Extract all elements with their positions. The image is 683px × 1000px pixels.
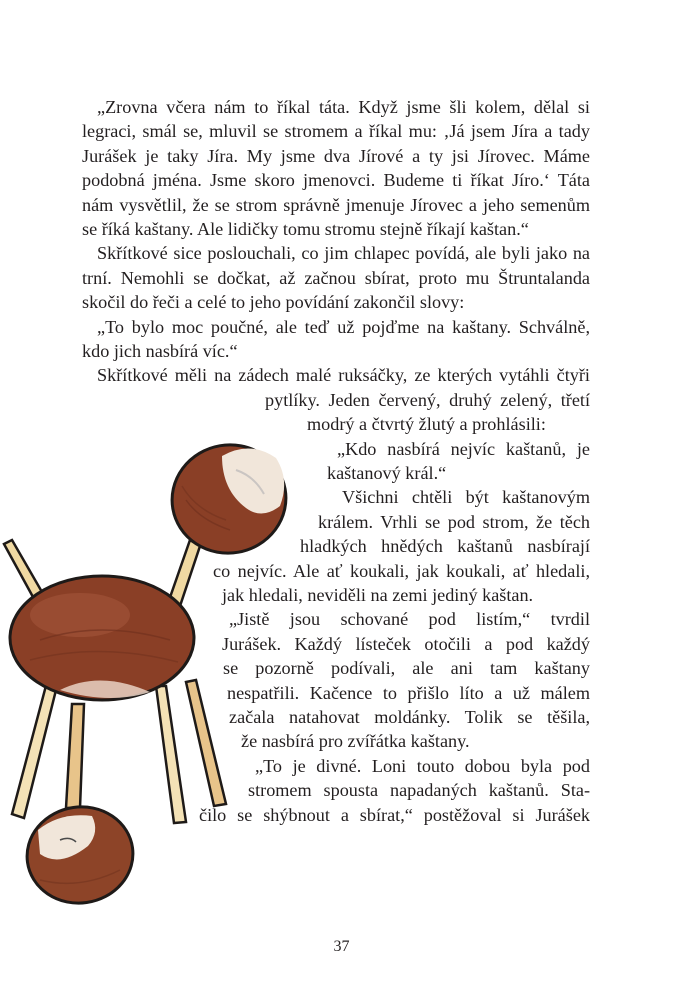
text-line: trní. Nemohli se dočkat, až začnou sbírat, proto mu Štruntalanda xyxy=(82,268,590,288)
text-line: „Kdo nasbírá nejvíc kaštanů, je xyxy=(337,439,590,459)
stick-leg-front-right xyxy=(156,686,186,823)
text-line: začala natahovat moldánky. Tolik se těšila, xyxy=(229,707,590,727)
text-line: nespatřili. Kačence to přišlo líto a už málem xyxy=(227,683,590,703)
chestnut-head xyxy=(163,436,294,562)
stick-leg-back-right xyxy=(186,680,226,806)
text-line: se říká kaštany. Ale lidičky tomu stromu stejně říkají kaštan.“ xyxy=(82,219,529,239)
text-line: pytlíky. Jeden červený, druhý zelený, třetí xyxy=(265,390,590,410)
text-line: kaštanový král.“ xyxy=(327,463,447,483)
chestnut-loose xyxy=(21,800,139,910)
text-line: jak hledali, neviděli na zemi jediný kaštan. xyxy=(222,585,534,605)
text-line: legraci, smál se, mluvil se stromem a říkal mu: ‚Já jsem Jíra a tady xyxy=(82,121,590,141)
text-line: Jurášek je taky Jíra. My jsme dva Jírové a ty jsi Jírovec. Máme xyxy=(82,146,590,166)
stick-leg-back-left xyxy=(66,704,84,808)
text-line: „To je divné. Loni touto dobou byla pod xyxy=(255,756,590,776)
text-line: čilo se shýbnout a sbírat,“ postěžoval si Jurášek xyxy=(199,805,590,825)
text-line: nám vysvětlil, že se strom správně jmenuje Jírovec a jeho semenům xyxy=(82,195,590,215)
stick-leg-front-left xyxy=(12,678,58,818)
stick-tail xyxy=(4,540,42,597)
text-line: Skřítkové měli na zádech malé ruksáčky, ze kterých vytáhli čtyři xyxy=(97,365,590,385)
text-line: že nasbírá pro zvířátka kaštany. xyxy=(241,731,470,751)
text-line: modrý a čtvrtý žlutý a prohlásili: xyxy=(307,414,546,434)
text-line: Všichni chtěli být kaštanovým xyxy=(342,487,590,507)
text-line: „To bylo moc poučné, ale teď už pojďme na kaštany. Schválně, xyxy=(97,317,590,337)
text-line: kdo jich nasbírá víc.“ xyxy=(82,341,238,361)
text-line: hladkých hnědých kaštanů nasbírají xyxy=(300,536,590,556)
text-line: se pozorně podívali, ale ani tam kaštany xyxy=(223,658,590,678)
chestnut-body xyxy=(10,576,194,700)
text-line: co nejvíc. Ale ať koukali, jak koukali, ať hledali, xyxy=(213,561,590,581)
text-line: „Zrovna včera nám to říkal táta. Když jsme šli kolem, dělal si xyxy=(97,97,590,117)
text-line: „Jistě jsou schované pod listím,“ tvrdil xyxy=(229,609,590,629)
text-line: skočil do řeči a celé to jeho povídání zakončil slovy: xyxy=(82,292,465,312)
text-line: králem. Vrhli se pod strom, že těch xyxy=(318,512,590,532)
text-line: podobná jména. Jsme skoro jmenovci. Budeme ti říkat Jíro.‘ Táta xyxy=(82,170,590,190)
text-line: Jurášek. Každý lísteček otočili a pod každý xyxy=(222,634,590,654)
text-line: stromem spousta napadaných kaštanů. Sta- xyxy=(248,780,590,800)
text-line: Skřítkové sice poslouchali, co jim chlapec povídá, ale byli jako na xyxy=(97,243,590,263)
page-number: 37 xyxy=(333,938,350,955)
